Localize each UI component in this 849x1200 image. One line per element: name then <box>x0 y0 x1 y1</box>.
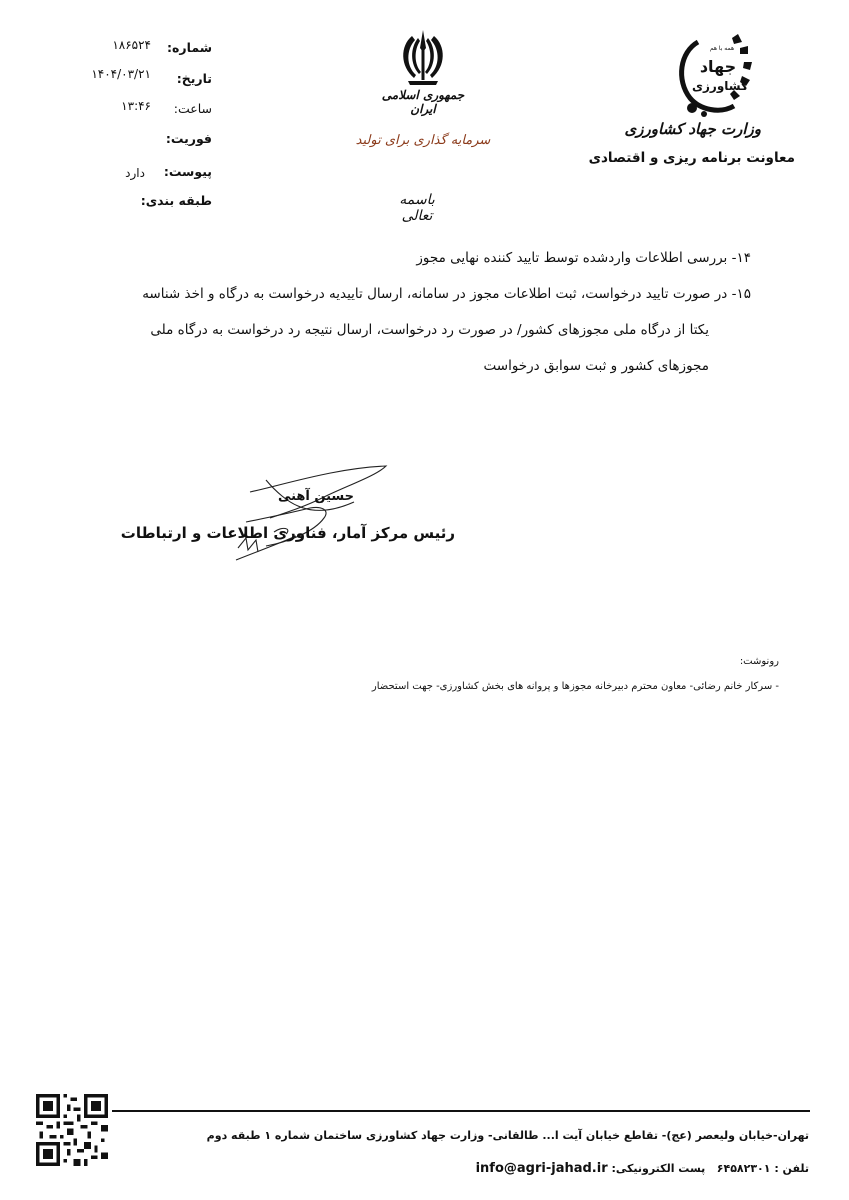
ministry-name: وزارت جهاد کشاورزی <box>624 120 761 138</box>
svg-text:همه با هم: همه با هم <box>709 45 735 52</box>
republic-caption: جمهوری اسلامی ایران <box>381 88 465 116</box>
qr-code-icon <box>36 1094 108 1166</box>
ministry-logo-icon <box>668 30 764 122</box>
date-value: ۱۴۰۴/۰۳/۲۱ <box>91 67 151 81</box>
footer-address: تهران-خیابان ولیعصر (عج)- تقاطع خیابان آیت ا... طالقانی- وزارت جهاد کشاورزی ساختمان شماره ۱ طبقه دوم <box>206 1129 809 1142</box>
number-label: شماره: <box>167 40 212 55</box>
deputy-title: معاونت برنامه ریزی و اقتصادی <box>588 150 795 166</box>
phone-label: تلفن : <box>774 1162 809 1175</box>
bismillah-text: باسمه تعالی <box>399 192 435 224</box>
list-item-14: ۱۴- بررسی اطلاعات واردشده توسط تایید کننده نهایی مجوز <box>416 250 751 266</box>
cc-label: رونوشت: <box>739 656 779 667</box>
list-item-15-line3: مجوزهای کشور و ثبت سوابق درخواست <box>483 358 709 374</box>
urgency-label: فوریت: <box>165 131 212 146</box>
phone-value: ۶۴۵۸۲۳۰۱ <box>716 1162 771 1175</box>
attachment-label: پیوست: <box>163 164 212 179</box>
email-link[interactable]: info@agri-jahad.ir <box>475 1161 608 1176</box>
signer-title: رئیس مرکز آمار، فناوری اطلاعات و ارتباطات <box>120 524 455 542</box>
svg-text:کشاورزی: کشاورزی <box>692 79 748 93</box>
classification-label: طبقه بندی: <box>140 193 212 208</box>
attachment-value: دارد <box>125 166 145 180</box>
time-label: ساعت: <box>173 101 212 116</box>
cc-recipient: - سرکار خانم رضائی- معاون محترم دبیرخانه مجوزها و پروانه های بخش کشاورزی- جهت استحضار <box>371 681 779 692</box>
list-item-15-line1: ۱۵- در صورت تایید درخواست، ثبت اطلاعات مجوز در سامانه، ارسال تاییدیه درخواست به درگاه و اخذ شناسه <box>142 286 751 302</box>
date-label: تاریخ: <box>176 71 212 86</box>
email-label: پست الکترونیکی: <box>611 1162 706 1175</box>
slogan-text: سرمایه گذاری برای تولید <box>355 133 491 148</box>
list-item-15-line2: یکتا از درگاه ملی مجوزهای کشور/ در صورت رد درخواست، ارسال نتیجه رد درخواست به درگاه ملی <box>150 322 709 338</box>
signer-name: حسین آهنی <box>277 489 354 504</box>
number-value: ۱۸۶۵۲۴ <box>112 38 151 52</box>
iran-emblem-icon <box>392 28 454 88</box>
footer-contact <box>476 1161 809 1176</box>
time-value: ۱۳:۴۶ <box>121 99 151 113</box>
svg-text:جهاد: جهاد <box>699 57 737 76</box>
handwritten-signature-icon <box>226 462 396 574</box>
footer-divider <box>112 1110 810 1112</box>
